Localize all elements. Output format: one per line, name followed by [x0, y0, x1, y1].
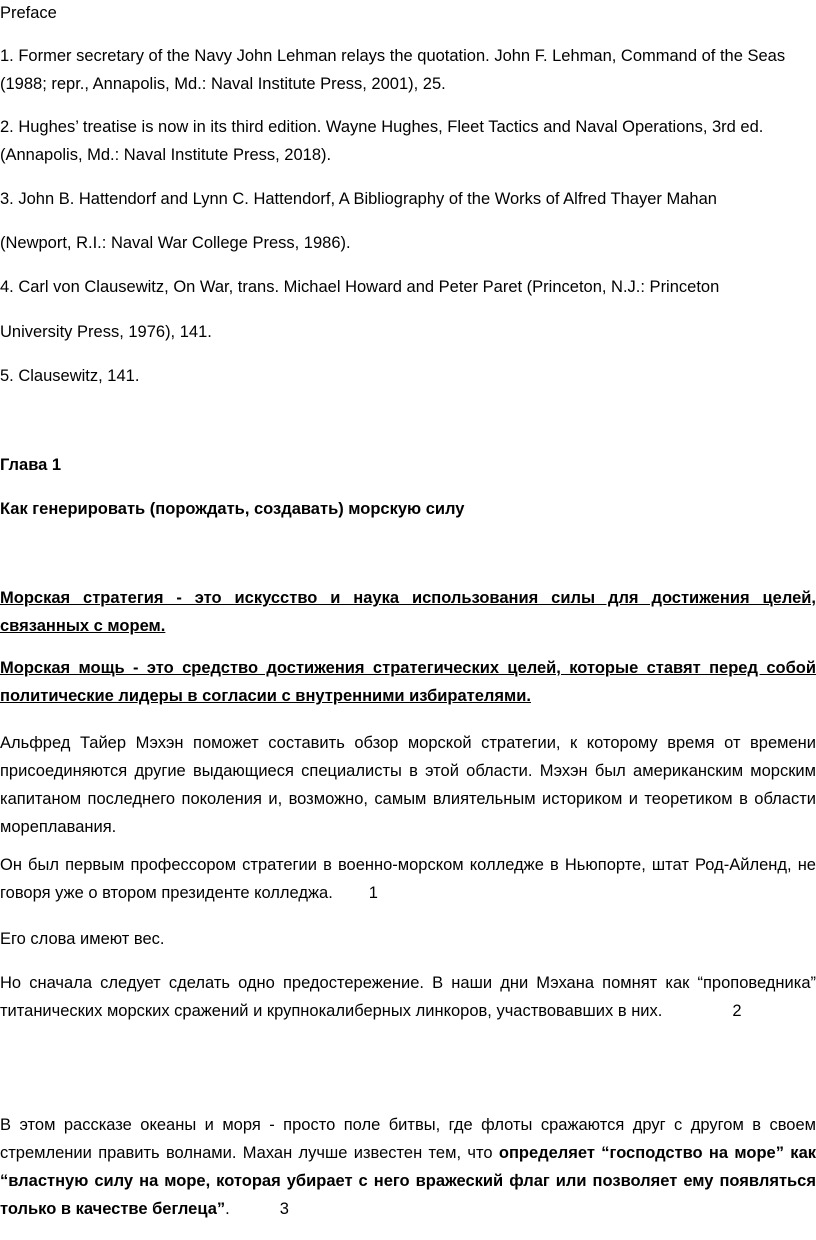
paragraph-words-weight: Его слова имеют вес. — [0, 930, 165, 948]
preface-note-4: 4. Carl von Clausewitz, On War, trans. Michael Howard and Peter Paret (Princeton, N.J.: Princeton — [0, 278, 720, 296]
paragraph-bold-quote: определяет “господство на море” как “властную силу на море, которая убирает с него вражеский флаг или позволяет ему появляться только в качестве беглеца” — [0, 1144, 816, 1218]
preface-note-1: 1. Former secretary of the Navy John Lehman relays the quotation. John F. Lehman, Command of the Seas (1988; repr., Annapolis, Md.: Naval Institute Press, 2001), 25. — [0, 47, 786, 93]
paragraph-command-of-sea — [0, 1111, 816, 1223]
definition-naval-strategy: Морская стратегия - это искусство и наука использования силы для достижения целей, связанных с морем. — [0, 589, 816, 635]
definition-sea-power: Морская мощь - это средство достижения стратегических целей, которые ставят перед собой политические лидеры в согласии с внутренними избирателями. — [0, 659, 816, 705]
footnote-ref-1: 1 — [368, 884, 378, 902]
paragraph-text: Но сначала следует сделать одно предостережение. В наши дни Мэхана помнят как “проповедника” титанических морских сражений и крупнокалиберных линкоров, участвовавших в них. — [0, 974, 816, 1020]
preface-note-3: 3. John B. Hattendorf and Lynn C. Hattendorf, A Bibliography of the Works of Alfred Thayer Mahan — [0, 190, 717, 208]
paragraph-caveat — [0, 969, 816, 1025]
preface-note-2: 2. Hughes’ treatise is now in its third edition. Wayne Hughes, Fleet Tactics and Naval Operations, 3rd ed. (Annapolis, Md.: Naval Institute Press, 2018). — [0, 118, 764, 164]
preface-heading: Preface — [0, 4, 57, 22]
paragraph-first-professor — [0, 851, 816, 907]
preface-note-5: 5. Clausewitz, 141. — [0, 367, 140, 385]
paragraph-mahan-intro: Альфред Тайер Мэхэн поможет составить обзор морской стратегии, к которому время от времени присоединяются другие выдающиеся специалисты в этой области. Мэхэн был американским морским капитаном последнего поколения и, возможно, самым влиятельным историком и теоретиком в области мореплавания. — [0, 734, 816, 836]
paragraph-text: В этом рассказе океаны и моря - просто поле битвы, где флоты сражаются друг с другом в своем стремлении править волнами. Махан лучше известен тем, что — [0, 1116, 816, 1162]
preface-note-4-cont: University Press, 1976), 141. — [0, 323, 212, 341]
footnote-ref-2: 2 — [732, 1002, 742, 1020]
preface-note-3-cont: (Newport, R.I.: Naval War College Press, 1986). — [0, 234, 351, 252]
paragraph-text: Он был первым профессором стратегии в военно-морском колледже в Ньюпорте, штат Род-Айленд, не говоря уже о втором президенте колледжа. — [0, 856, 816, 902]
chapter-title: Как генерировать (порождать, создавать) морскую силу — [0, 500, 465, 518]
chapter-label: Глава 1 — [0, 456, 62, 474]
paragraph-end: . — [225, 1200, 230, 1218]
footnote-ref-3: 3 — [279, 1200, 289, 1218]
